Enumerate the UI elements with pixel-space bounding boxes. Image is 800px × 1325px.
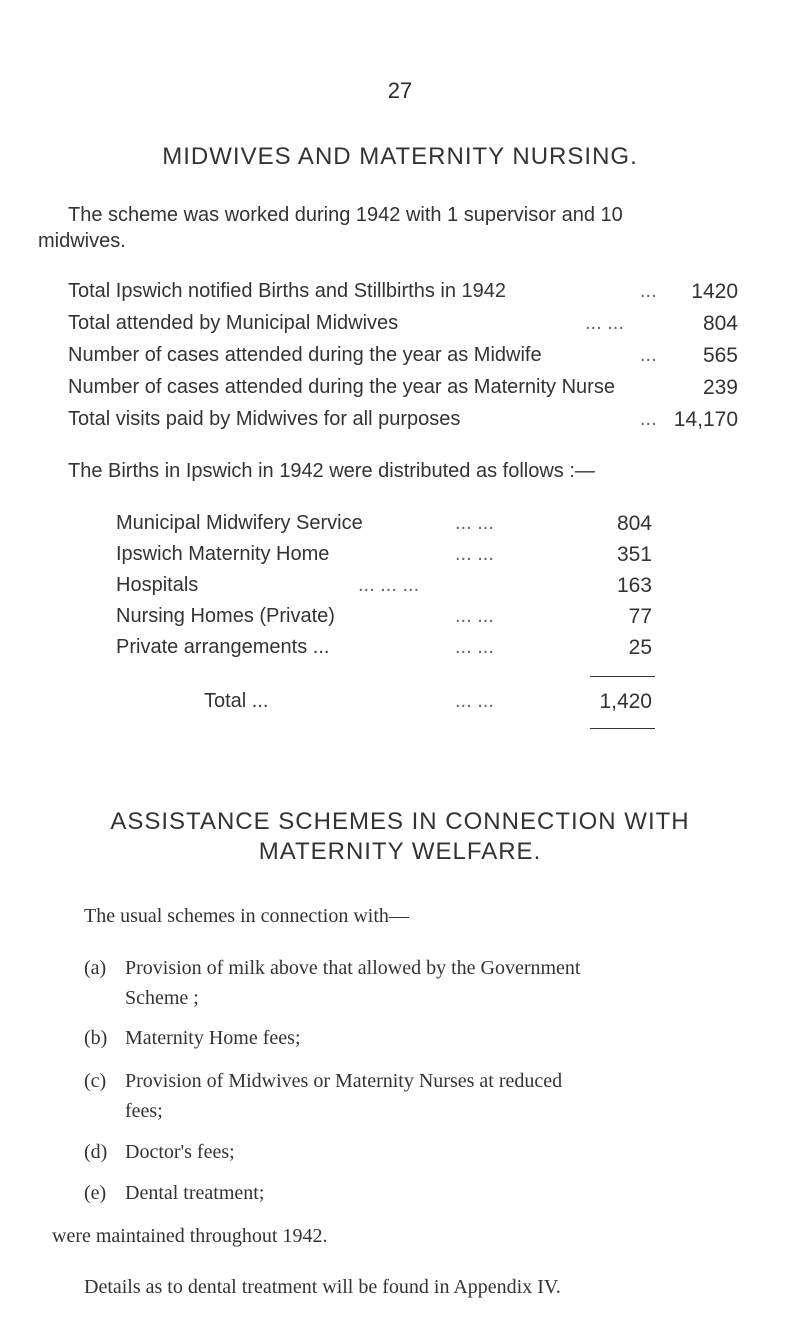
leader-dots: ... ... — [455, 605, 494, 627]
item-marker: (c) — [84, 1070, 107, 1092]
intro-line-1: The scheme was worked during 1942 with 1 supervisor and 10 — [68, 204, 623, 226]
item-text: Provision of milk above that allowed by the Government — [125, 957, 581, 979]
item-text: Maternity Home fees; — [125, 1027, 301, 1049]
item-marker: (d) — [84, 1141, 108, 1163]
stat-label: Total visits paid by Midwives for all purposes — [68, 408, 461, 430]
leader-dots: ... — [640, 280, 657, 302]
item-text-cont: fees; — [125, 1100, 163, 1122]
item-text-cont: Scheme ; — [125, 987, 199, 1009]
stat-value: 565 — [702, 344, 738, 367]
leader-dots: ... ... — [585, 312, 624, 334]
closing-line: were maintained throughout 1942. — [52, 1225, 328, 1247]
leader-dots: ... ... — [455, 690, 494, 712]
item-marker: (b) — [84, 1027, 108, 1049]
stat-value: 1420 — [691, 280, 738, 303]
item-marker: (a) — [84, 957, 107, 979]
stat-value: 239 — [702, 376, 738, 399]
births-value: 351 — [616, 543, 652, 566]
stat-label: Number of cases attended during the year as Maternity Nurse — [68, 376, 615, 398]
section-heading-assistance-1: ASSISTANCE SCHEMES IN CONNECTION WITH — [110, 808, 690, 835]
page-number: 27 — [387, 78, 413, 103]
item-text: Provision of Midwives or Maternity Nurses at reduced — [125, 1070, 563, 1092]
births-value: 77 — [628, 605, 652, 628]
intro-line-2: midwives. — [38, 230, 126, 252]
births-label: Hospitals — [116, 574, 199, 596]
total-rule-top — [590, 676, 655, 677]
births-label: Municipal Midwifery Service — [116, 512, 363, 534]
leader-dots: ... ... ... — [358, 574, 420, 596]
schemes-intro: The usual schemes in connection with— — [84, 905, 409, 927]
births-value: 804 — [616, 512, 652, 535]
births-intro: The Births in Ipswich in 1942 were distributed as follows :— — [68, 460, 595, 482]
item-marker: (e) — [84, 1182, 107, 1204]
leader-dots: ... — [640, 408, 657, 430]
section-heading-assistance-2: MATERNITY WELFARE. — [258, 838, 542, 865]
total-value: 1,420 — [599, 690, 652, 713]
leader-dots: ... ... — [455, 636, 494, 658]
leader-dots: ... ... — [455, 543, 494, 565]
stat-value: 14,170 — [673, 408, 738, 431]
births-value: 25 — [628, 636, 652, 659]
section-heading-midwives: MIDWIVES AND MATERNITY NURSING. — [162, 143, 638, 170]
total-label: Total ... — [204, 690, 269, 712]
births-value: 163 — [616, 574, 652, 597]
births-label: Private arrangements ... — [116, 636, 330, 658]
leader-dots: ... — [640, 344, 657, 366]
leader-dots: ... ... — [455, 512, 494, 534]
births-label: Ipswich Maternity Home — [116, 543, 330, 565]
item-text: Dental treatment; — [125, 1182, 265, 1204]
stat-label: Total attended by Municipal Midwives — [68, 312, 399, 334]
stat-value: 804 — [702, 312, 738, 335]
details-line: Details as to dental treatment will be found in Appendix IV. — [84, 1276, 561, 1298]
total-rule-bottom — [590, 728, 655, 729]
item-text: Doctor's fees; — [125, 1141, 235, 1163]
births-label: Nursing Homes (Private) — [116, 605, 335, 627]
stat-label: Number of cases attended during the year as Midwife — [68, 344, 542, 366]
stat-label: Total Ipswich notified Births and Stillbirths in 1942 — [68, 280, 507, 302]
